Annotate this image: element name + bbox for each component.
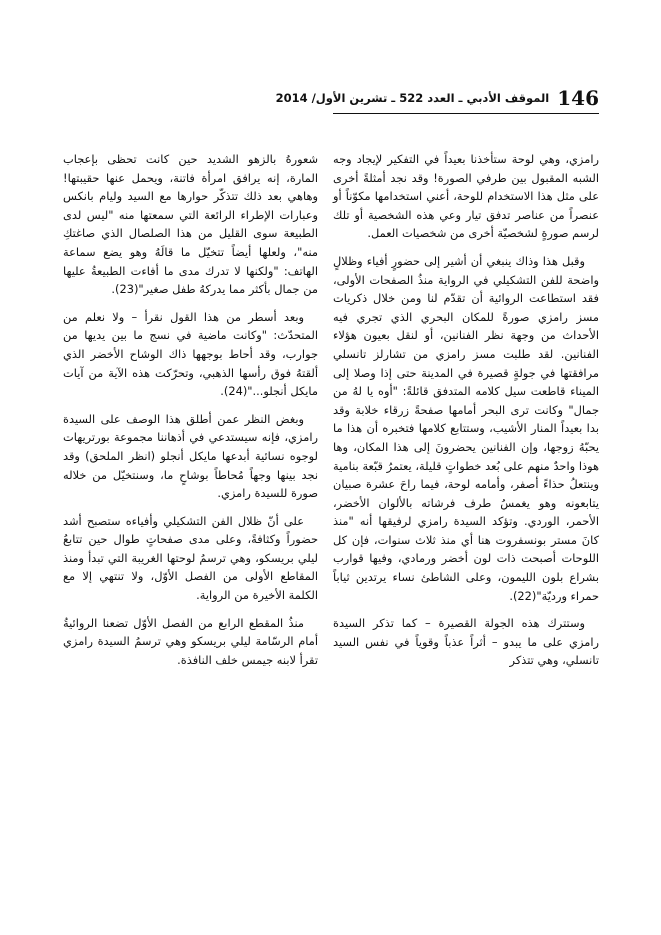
left-column — [63, 150, 318, 678]
paragraph: منذُ المقطع الرابع من الفصل الأوّل تضعنا الروائيةُ أمام الرسّامة ليلي بريسكو وهي ترسمُ السيدة رامزي تقرأ لابنه جيمس خلف النافذة. — [63, 615, 318, 667]
paragraph: وستترك هذه الجولة القصيرة – كما تذكر السيدة رامزي على ما يبدو – أثراً عذباً وقوياً في نفس السيد تانسلي، وهي تتذكر — [333, 616, 599, 668]
header-rule — [333, 113, 599, 114]
paragraph: وبعد أسطر من هذا القول نقرأ – ولا نعلم من المتحدّث: "وكانت ماضية في نسج ما بين يديها من جوارب، وقد أحاط بوجهها ذاك الوشاح الأخضر الذي ألقتهُ فوق رأسها الذهبي، وتحرّكت هذه الآية من آيات مايكل أنجلو..."(24). — [63, 309, 318, 399]
page-number: 146 — [557, 86, 599, 110]
paragraph: وبغض النظر عمن أطلق هذا الوصف على السيدة رامزي، فإنه سيستدعي في أذهاننا مجموعة بورتريهات لوجوه نسائية أبدعها مايكل أنجلو (انظر الملحق) وقد نجد بينها وجهاً مُحاطاً بوشاحٍ ما، وسنتخيّل من خلاله صورة للسيدة رامزي. — [63, 411, 318, 501]
right-column — [333, 150, 599, 679]
paragraph: رامزي، وهي لوحة ستأخذنا بعيداً في التفكير لإيجاد وجه الشبه المقبول بين طرفي الصورة! وقد نجد أمثلةً أخرى على مثل هذا الاستخدام للوحة، أعني استخدامها مكوّناً أو عنصراً من عناصر تدفق تيار وعي هذه الشخصية أو تلك لرسم صورةٍ لشخصيّة أخرى من شخصيات العمل. — [333, 152, 599, 241]
paragraph: على أنّ ظلال الفن التشكيلي وأفياءه ستصبح أشد حضوراً وكثافةً، وعلى مدى صفحاتٍ طوال حين تتابعُ ليلي بريسكو، وهي ترسمُ لوحتها الغريبة التي تبدأ ومنذ المقاطع الأولى من الفصل الأوّل، ولا تنتهي إلا مع الكلمة الأخيرة من الرواية. — [63, 513, 318, 603]
page-header — [275, 86, 599, 110]
paragraph: وقبل هذا وذاك ينبغي أن أشير إلى حضورٍ أفياء وظلالٍ واضحة للفن التشكيلي في الرواية منذُ الصفحات الأولى، فقد استطاعت الروائية أن تقدّم لنا ومن خلال ذكريات مسز رامزي صورةً للمكان البحري الذي تجري فيه الأحداث من وجهة نظر الفنانين، أو لنقل بعيون هؤلاء الفنانين. لقد طلبت مسز رامزي من تشارلز تانسلي مرافقتها في جولةٍ قصيرة في المدينة حتى إذا وصلا إلى الميناء قاطعت سيل كلامه المتدفق قائلةً: "أوه يا لهُ من جمال" وكانت ترى البحر أمامها صفحةً زرقاء خلابة وقد بدا بعيداً المنار الأشيب، وستتابع كلامها فتخبره أن هذا ما يحبّهُ زوجها، وإن الفنانين يحضرونَ إلى هذا المكان، وها هوذا واحدٌ منهم على بُعد خطواتٍ قليلة، يعتمرُ قبّعة بنامية وينتعلُ حذاءً أصفر، وأمامه لوحة، فيما راحَ عشرة صبيان يتابعونه وهو يغمسُ طرف فرشاته بالألوان الأخضر، الأحمر، الوردي. وتؤكد السيدة رامزي لرفيقها أنه "منذ كانَ مستر بونسفروت هنا أي منذ ثلاث سنوات، فإن كل اللوحات أصبحت ذات لون أخضر ورمادي، وفيها قوارب بشراع بلون الليمون، وعلى الشاطئ نساء يرتدين ثياباً حمراء ورديّة"(22). — [333, 253, 599, 603]
running-title: الموقف الأدبي ـ العدد 522 ـ تشرين الأول/ 2014 — [275, 91, 550, 105]
paragraph: شعورهُ بالزهو الشديد حين كانت تحظى بإعجاب المارة، إنه يرافق امرأة فاتنة، ويحمل عنها حقيبتها! وهاهي بعد ذلك تتذكّر حوارها مع السيد وليام بانكس وعبارات الإطراء الرائعة التي سمعتها منه "ليس لدى الطبيعة سوى القليل من هذا الصلصال الذي صاغتكِ منه"، ولعلها أيضاً تتخيّل ما قالَهُ وهو يضع سماعة الهاتف: "ولكنها لا تدرك مدى ما أفاءت الطبيعةُ عليها من جمال بأكثر مما يدركهُ طفل صغير"(23). — [63, 152, 318, 297]
